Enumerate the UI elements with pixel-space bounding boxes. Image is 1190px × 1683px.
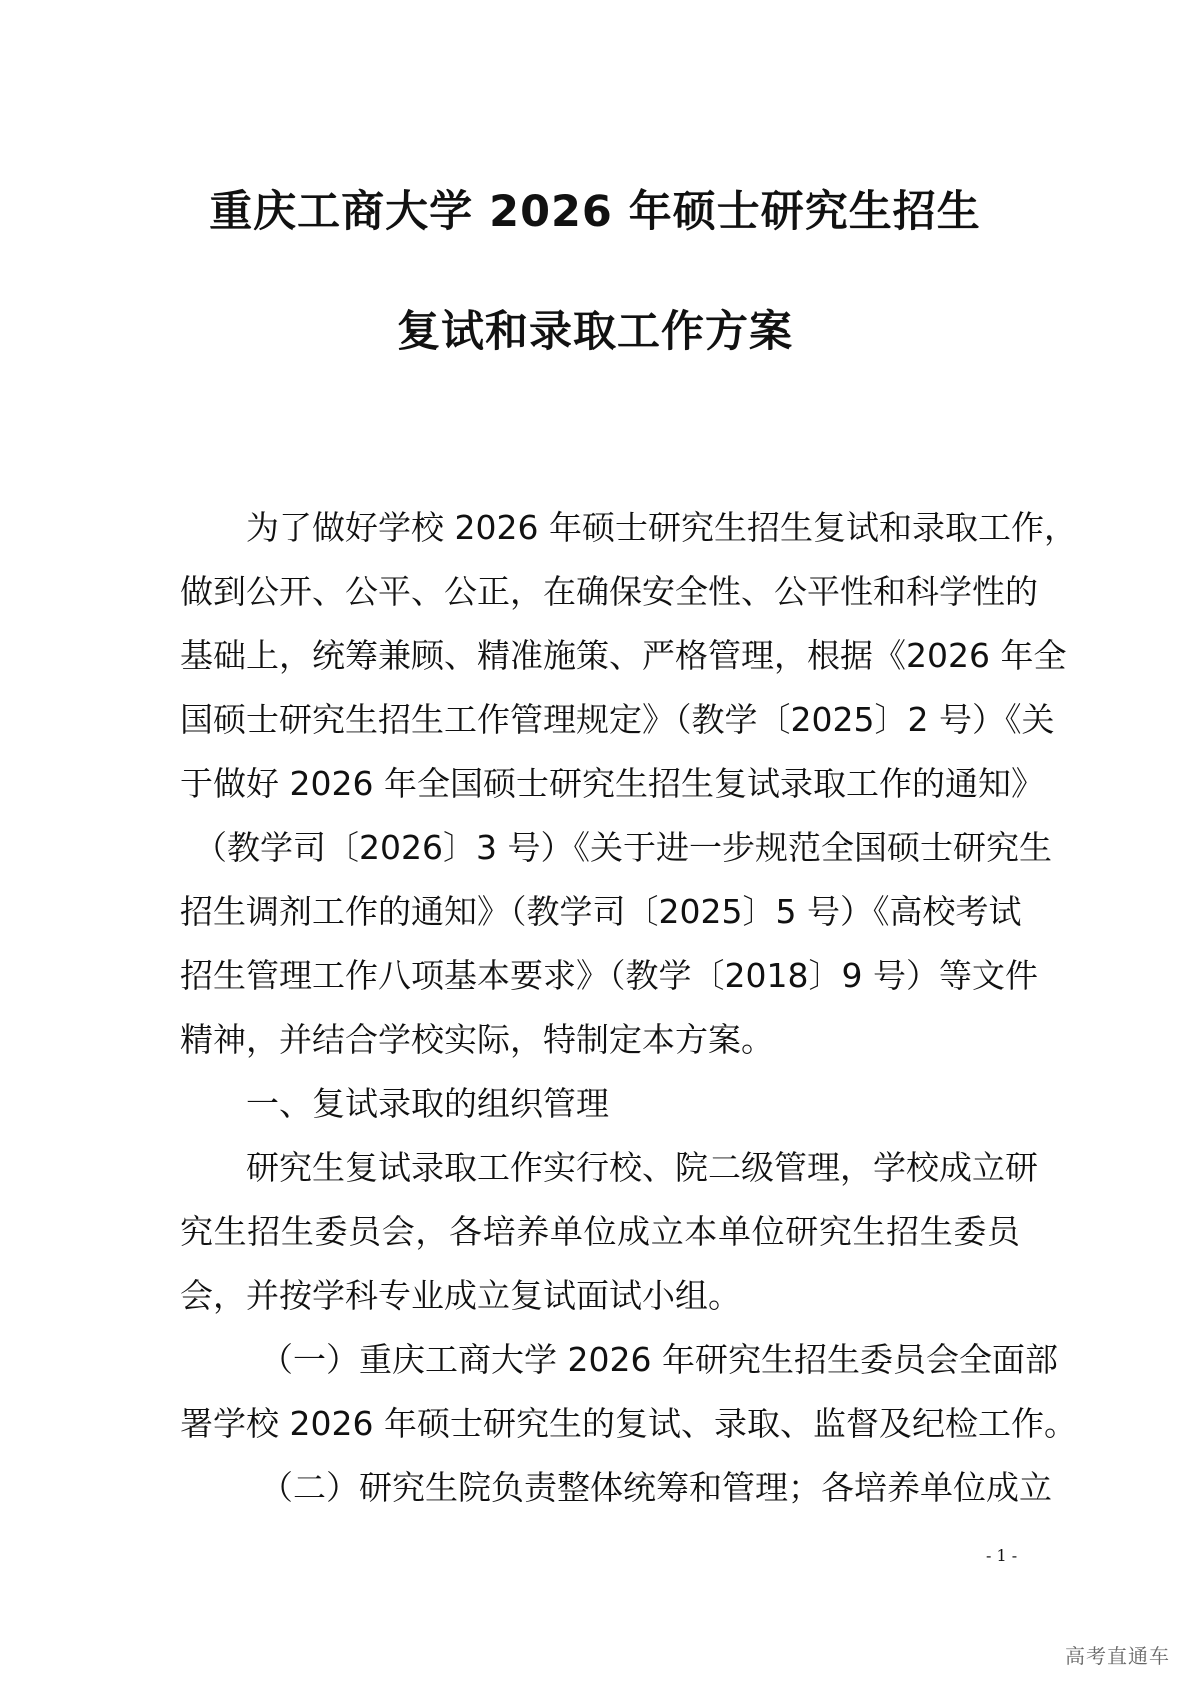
paragraph-line: 会，并按学科专业成立复试面试小组。 [180,1276,741,1315]
paragraph-line: （一）重庆工商大学 2026 年研究生招生委员会全面部 [260,1340,1058,1379]
paragraph-line: （教学司〔2026〕3 号）《关于进一步规范全国硕士研究生 [194,828,1052,867]
page-number: - 1 - [986,1546,1018,1565]
paragraph-line: 研究生复试录取工作实行校、院二级管理，学校成立研 [246,1148,1038,1187]
paragraph-line: 招生调剂工作的通知》（教学司〔2025〕5 号）《高校考试 [180,892,1022,931]
document-title-line-2: 复试和录取工作方案 [397,307,793,357]
document-title-line-1: 重庆工商大学 2026 年硕士研究生招生 [209,187,981,237]
paragraph-line: 国硕士研究生招生工作管理规定》（教学〔2025〕2 号）《关 [180,700,1055,739]
paragraph-line: 做到公开、公平、公正，在确保安全性、公平性和科学性的 [180,572,1038,611]
section-heading: 一、复试录取的组织管理 [246,1084,609,1123]
watermark: 高考直通车 [1065,1644,1170,1668]
paragraph-line: 于做好 2026 年全国硕士研究生招生复试录取工作的通知》 [180,764,1044,803]
paragraph-line: 基础上，统筹兼顾、精准施策、严格管理，根据《2026 年全 [180,636,1067,675]
paragraph-line: （二）研究生院负责整体统筹和管理；各培养单位成立 [260,1468,1052,1507]
document-body [180,496,1077,1520]
paragraph-line: 为了做好学校 2026 年硕士研究生招生复试和录取工作， [246,508,1077,547]
paragraph-line: 招生管理工作八项基本要求》（教学〔2018〕9 号）等文件 [180,956,1038,995]
paragraph-line: 精神，并结合学校实际，特制定本方案。 [180,1020,774,1059]
paragraph-line: 究生招生委员会，各培养单位成立本单位研究生招生委员 [180,1212,1020,1251]
paragraph-line: 署学校 2026 年硕士研究生的复试、录取、监督及纪检工作。 [180,1404,1077,1443]
